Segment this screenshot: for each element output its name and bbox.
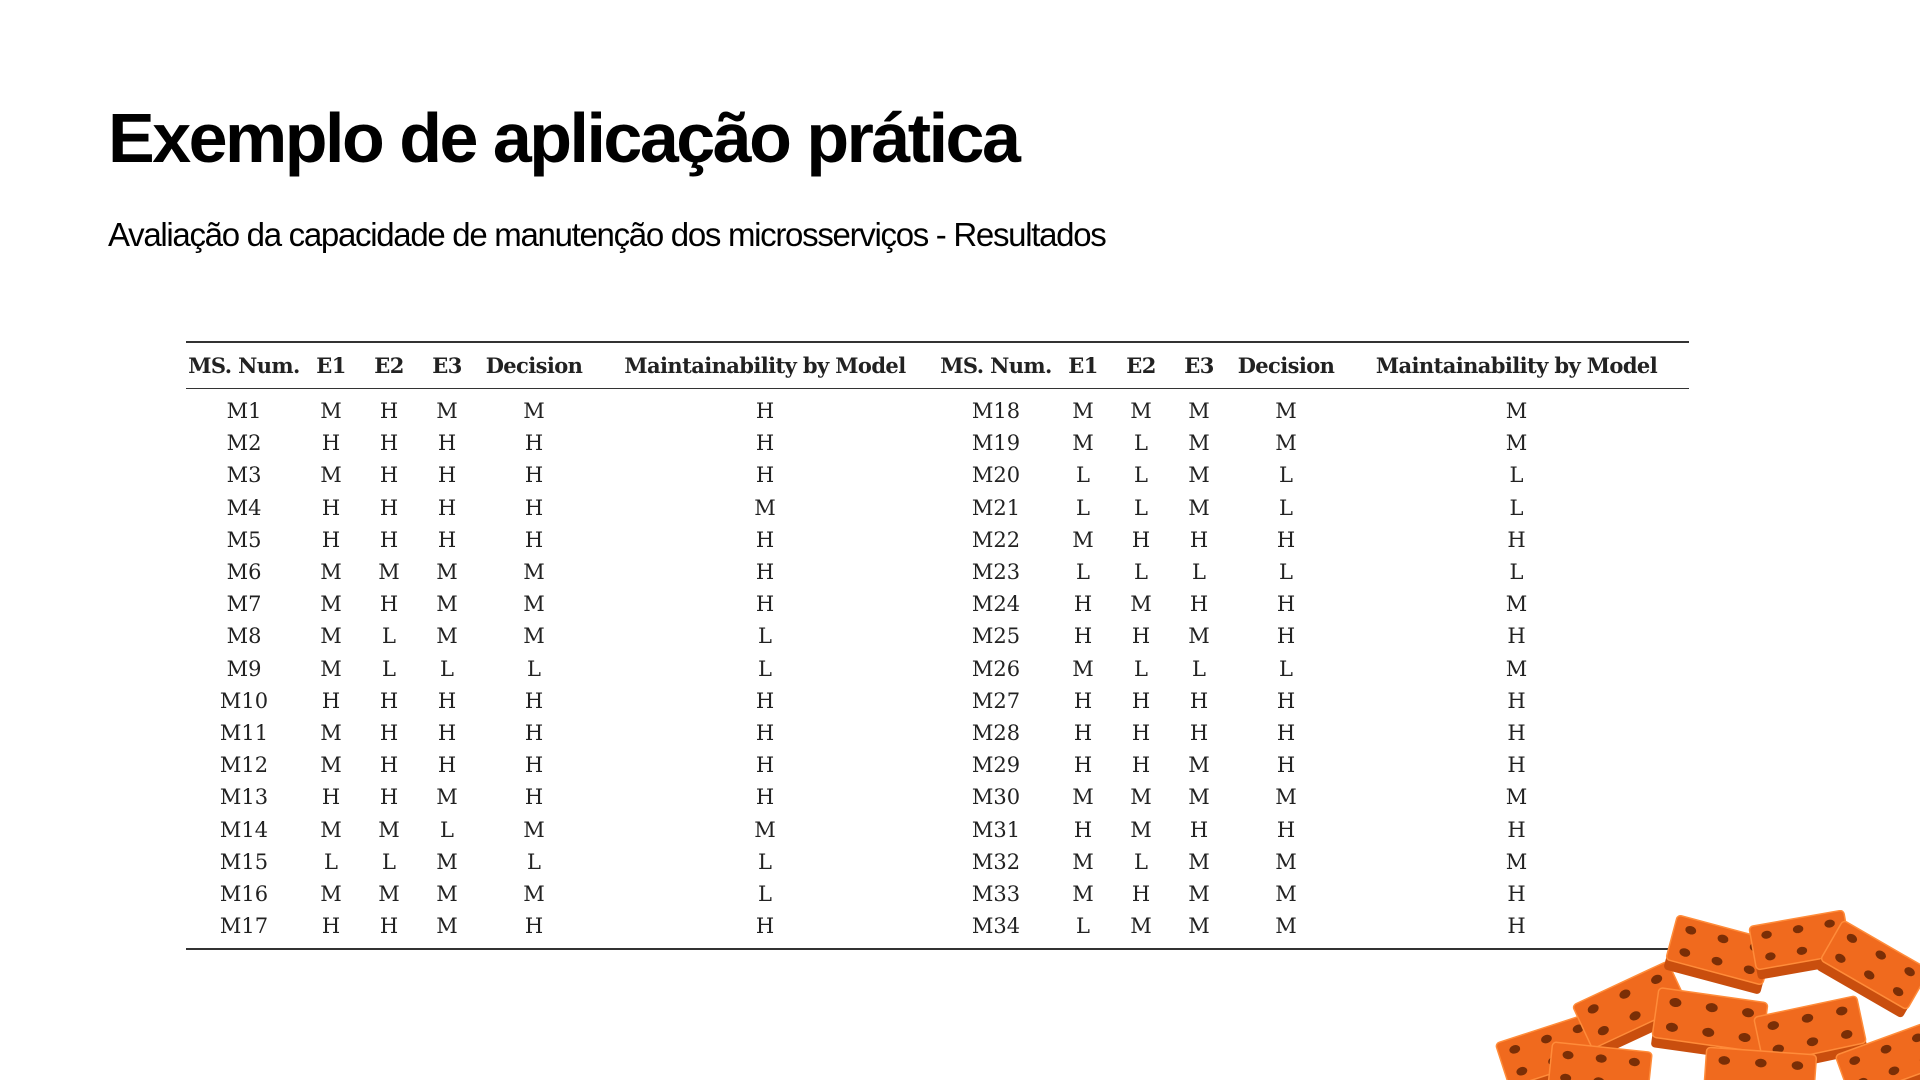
cell-e2: M [378, 560, 400, 585]
cell-decision: M [523, 624, 545, 649]
cell-e3: M [436, 881, 458, 906]
table-row [186, 459, 1689, 491]
cell-e3: L [440, 656, 454, 681]
cell-e2: L [1134, 656, 1148, 681]
cell-e2: L [1134, 849, 1148, 874]
cell-e1: H [1073, 592, 1093, 617]
cell-e2: H [379, 495, 399, 520]
cell-maintainability: H [1507, 624, 1526, 649]
table-row [186, 685, 1689, 717]
cell-maintainability: L [1509, 560, 1524, 585]
cell-maintainability: M [1505, 785, 1528, 810]
cell-ms-num: M32 [971, 849, 1021, 874]
cell-ms-num: M28 [971, 720, 1021, 745]
cell-ms-num: M11 [219, 720, 269, 745]
cell-maintainability: H [755, 753, 775, 778]
cell-e1: H [1073, 720, 1093, 745]
cell-ms-num: M19 [971, 431, 1021, 456]
cell-e3: M [436, 849, 458, 874]
cell-maintainability: L [758, 656, 772, 681]
cell-e1: M [320, 463, 342, 488]
cell-e1: M [320, 399, 342, 424]
cell-maintainability: H [1507, 527, 1526, 552]
cell-ms-num: M17 [219, 914, 269, 939]
cell-ms-num: M26 [971, 656, 1021, 681]
cell-decision: L [1279, 560, 1293, 585]
cell-e1: M [320, 592, 342, 617]
header-decision: Decision [1228, 342, 1344, 389]
cell-maintainability: L [1509, 463, 1524, 488]
cell-ms-num: M9 [226, 656, 262, 681]
cell-e1: H [321, 688, 341, 713]
table-row [186, 389, 1689, 428]
table-row [186, 653, 1689, 685]
cell-maintainability: H [755, 399, 775, 424]
cell-ms-num: M2 [226, 431, 262, 456]
table-row [186, 813, 1689, 845]
cell-e2: M [1130, 399, 1152, 424]
cell-maintainability: H [1507, 753, 1526, 778]
table-row [186, 620, 1689, 652]
header-ms-num: MS. Num. [938, 342, 1054, 389]
cell-e1: M [1072, 431, 1094, 456]
cell-ms-num: M15 [219, 849, 269, 874]
cell-decision: H [1276, 624, 1296, 649]
cell-ms-num: M12 [219, 753, 269, 778]
cell-e3: H [437, 753, 457, 778]
cell-decision: H [524, 914, 544, 939]
cell-ms-num: M22 [971, 527, 1021, 552]
cell-ms-num: M8 [226, 624, 262, 649]
cell-e3: M [1188, 495, 1210, 520]
table-row [186, 749, 1689, 781]
table-row [186, 492, 1689, 524]
cell-ms-num: M30 [971, 785, 1021, 810]
cell-e1: L [324, 849, 338, 874]
cell-e3: M [436, 560, 458, 585]
cell-e1: M [320, 881, 342, 906]
cell-maintainability: H [755, 560, 775, 585]
cell-e3: L [1192, 560, 1206, 585]
cell-decision: M [1275, 849, 1297, 874]
cell-maintainability: H [755, 720, 775, 745]
cell-e3: M [1188, 463, 1210, 488]
cell-decision: H [1276, 688, 1296, 713]
cell-e1: M [1072, 527, 1094, 552]
cell-decision: L [527, 656, 541, 681]
table-row [186, 556, 1689, 588]
cell-e1: M [320, 656, 342, 681]
header-e3: E3 [1170, 342, 1228, 389]
table-row [186, 781, 1689, 813]
cell-e2: L [1134, 560, 1148, 585]
cell-e2: H [1131, 753, 1151, 778]
cell-decision: L [1279, 495, 1293, 520]
cell-ms-num: M29 [971, 753, 1021, 778]
cell-e1: H [1073, 624, 1093, 649]
maintainability-results-table [186, 341, 1689, 950]
cell-e2: L [1134, 431, 1148, 456]
cell-maintainability: L [758, 849, 772, 874]
brick-shape [1547, 1042, 1652, 1080]
cell-e1: L [1076, 560, 1090, 585]
cell-e3: L [1192, 656, 1206, 681]
cell-e2: L [1134, 495, 1148, 520]
cell-ms-num: M33 [971, 881, 1021, 906]
cell-decision: H [1276, 817, 1296, 842]
cell-maintainability: M [1505, 399, 1528, 424]
cell-e3: M [1188, 785, 1210, 810]
cell-e2: L [382, 849, 396, 874]
cell-decision: H [1276, 527, 1296, 552]
cell-e1: H [1073, 753, 1093, 778]
cell-maintainability: H [1507, 881, 1526, 906]
cell-maintainability: M [1505, 849, 1528, 874]
cell-decision: M [1275, 431, 1297, 456]
cell-e1: M [1072, 785, 1094, 810]
cell-maintainability: H [1507, 720, 1526, 745]
cell-e2: H [379, 785, 399, 810]
cell-ms-num: M31 [971, 817, 1021, 842]
cell-maintainability: H [755, 592, 775, 617]
cell-e2: M [378, 817, 400, 842]
cell-maintainability: H [755, 527, 775, 552]
cell-e2: L [382, 656, 396, 681]
cell-e2: H [379, 720, 399, 745]
cell-maintainability: H [1507, 817, 1526, 842]
cell-e1: L [1076, 463, 1090, 488]
slide-subtitle: Avaliação da capacidade de manutenção dos microsserviços - Resultados [108, 216, 1106, 253]
cell-e1: H [321, 914, 341, 939]
cell-e2: H [1131, 688, 1151, 713]
table-row [186, 878, 1689, 910]
cell-decision: L [1279, 463, 1293, 488]
cell-e2: L [1134, 463, 1148, 488]
cell-e2: M [1130, 785, 1152, 810]
cell-e2: H [379, 399, 399, 424]
cell-maintainability: L [758, 881, 772, 906]
cell-e1: H [1073, 688, 1093, 713]
cell-maintainability: H [755, 688, 775, 713]
header-maintainability: Maintainability by Model [1344, 342, 1689, 389]
cell-e2: H [379, 431, 399, 456]
header-e3: E3 [418, 342, 476, 389]
cell-maintainability: H [755, 431, 775, 456]
cell-maintainability: H [1507, 688, 1526, 713]
cell-e3: M [1188, 753, 1210, 778]
cell-e1: M [1072, 399, 1094, 424]
table-body [186, 389, 1689, 950]
cell-e3: H [437, 527, 457, 552]
cell-e2: H [1131, 881, 1151, 906]
cell-e2: M [1130, 817, 1152, 842]
cell-ms-num: M21 [971, 495, 1021, 520]
cell-maintainability: H [755, 914, 775, 939]
cell-ms-num: M1 [226, 399, 262, 424]
cell-e1: M [320, 560, 342, 585]
cell-e1: H [1073, 817, 1093, 842]
table-row [186, 524, 1689, 556]
cell-ms-num: M24 [971, 592, 1021, 617]
cell-e2: H [1131, 624, 1151, 649]
cell-e3: H [1189, 592, 1209, 617]
table-header-row [186, 342, 1689, 389]
cell-e3: M [436, 399, 458, 424]
cell-decision: M [1275, 785, 1297, 810]
cell-decision: H [524, 785, 544, 810]
cell-ms-num: M10 [219, 688, 269, 713]
cell-e1: H [321, 527, 341, 552]
table-row [186, 910, 1689, 949]
cell-e3: M [436, 785, 458, 810]
cell-ms-num: M13 [219, 785, 269, 810]
cell-e3: M [436, 624, 458, 649]
cell-e1: M [1072, 881, 1094, 906]
cell-e2: H [1131, 527, 1151, 552]
cell-decision: M [523, 881, 545, 906]
cell-maintainability: M [1505, 431, 1528, 456]
cell-e1: M [320, 624, 342, 649]
cell-e3: L [440, 817, 454, 842]
cell-decision: H [1276, 753, 1296, 778]
cell-decision: H [524, 463, 544, 488]
cell-e3: M [1188, 849, 1210, 874]
cell-decision: H [524, 527, 544, 552]
cell-e2: H [379, 592, 399, 617]
cell-ms-num: M4 [226, 495, 262, 520]
cell-ms-num: M16 [219, 881, 269, 906]
cell-e1: H [321, 431, 341, 456]
cell-decision: L [527, 849, 541, 874]
cell-e3: M [1188, 431, 1210, 456]
cell-e1: M [320, 720, 342, 745]
cell-decision: M [523, 560, 545, 585]
cell-maintainability: L [1509, 495, 1524, 520]
header-e2: E2 [360, 342, 418, 389]
cell-ms-num: M5 [226, 527, 262, 552]
cell-decision: M [523, 817, 545, 842]
cell-e1: H [321, 495, 341, 520]
cell-e2: H [379, 914, 399, 939]
cell-e3: M [1188, 624, 1210, 649]
cell-ms-num: M7 [226, 592, 262, 617]
cell-ms-num: M20 [971, 463, 1021, 488]
header-e1: E1 [302, 342, 360, 389]
cell-decision: H [524, 431, 544, 456]
slide-title: Exemplo de aplicação prática [108, 99, 1019, 177]
cell-e3: M [436, 592, 458, 617]
cell-decision: H [524, 753, 544, 778]
cell-maintainability: M [754, 495, 776, 520]
cell-e3: H [437, 688, 457, 713]
cell-maintainability: H [755, 785, 775, 810]
cell-e1: H [321, 785, 341, 810]
cell-maintainability: H [1507, 914, 1526, 939]
cell-e3: H [437, 431, 457, 456]
cell-e2: H [379, 463, 399, 488]
cell-ms-num: M3 [226, 463, 262, 488]
cell-e3: H [1189, 817, 1209, 842]
cell-e3: H [437, 720, 457, 745]
bricks-pile-icon [1480, 910, 1920, 1080]
cell-e3: M [436, 914, 458, 939]
cell-maintainability: M [754, 817, 776, 842]
cell-decision: H [1276, 720, 1296, 745]
cell-e3: H [437, 495, 457, 520]
cell-ms-num: M25 [971, 624, 1021, 649]
cell-maintainability: M [1505, 656, 1528, 681]
cell-e2: H [1131, 720, 1151, 745]
cell-decision: M [1275, 914, 1297, 939]
cell-e1: L [1076, 914, 1090, 939]
cell-e2: H [379, 688, 399, 713]
cell-decision: M [1275, 881, 1297, 906]
cell-e1: M [320, 753, 342, 778]
cell-decision: H [524, 720, 544, 745]
cell-e2: H [379, 527, 399, 552]
cell-ms-num: M27 [971, 688, 1021, 713]
table-row [186, 588, 1689, 620]
table-row [186, 427, 1689, 459]
cell-decision: H [524, 688, 544, 713]
cell-e2: M [1130, 592, 1152, 617]
cell-ms-num: M6 [226, 560, 262, 585]
cell-e2: M [378, 881, 400, 906]
header-maintainability: Maintainability by Model [592, 342, 938, 389]
cell-e1: M [1072, 656, 1094, 681]
cell-decision: L [1279, 656, 1293, 681]
cell-maintainability: L [758, 624, 772, 649]
cell-e1: L [1076, 495, 1090, 520]
cell-decision: H [524, 495, 544, 520]
table-row [186, 717, 1689, 749]
cell-decision: H [1276, 592, 1296, 617]
cell-e3: H [1189, 527, 1209, 552]
cell-decision: M [523, 592, 545, 617]
header-e2: E2 [1112, 342, 1170, 389]
header-e1: E1 [1054, 342, 1112, 389]
header-ms-num: MS. Num. [186, 342, 302, 389]
cell-decision: M [523, 399, 545, 424]
cell-ms-num: M14 [219, 817, 269, 842]
cell-e1: M [1072, 849, 1094, 874]
cell-e1: M [320, 817, 342, 842]
cell-e3: M [1188, 399, 1210, 424]
header-decision: Decision [476, 342, 592, 389]
cell-ms-num: M23 [971, 560, 1021, 585]
cell-e3: H [1189, 688, 1209, 713]
cell-e3: M [1188, 914, 1210, 939]
cell-e3: H [437, 463, 457, 488]
cell-maintainability: M [1505, 592, 1528, 617]
cell-maintainability: H [755, 463, 775, 488]
table-row [186, 846, 1689, 878]
cell-ms-num: M34 [971, 914, 1021, 939]
cell-decision: M [1275, 399, 1297, 424]
cell-e2: M [1130, 914, 1152, 939]
cell-e2: H [379, 753, 399, 778]
cell-e3: H [1189, 720, 1209, 745]
cell-e3: M [1188, 881, 1210, 906]
cell-ms-num: M18 [971, 399, 1021, 424]
cell-e2: L [382, 624, 396, 649]
